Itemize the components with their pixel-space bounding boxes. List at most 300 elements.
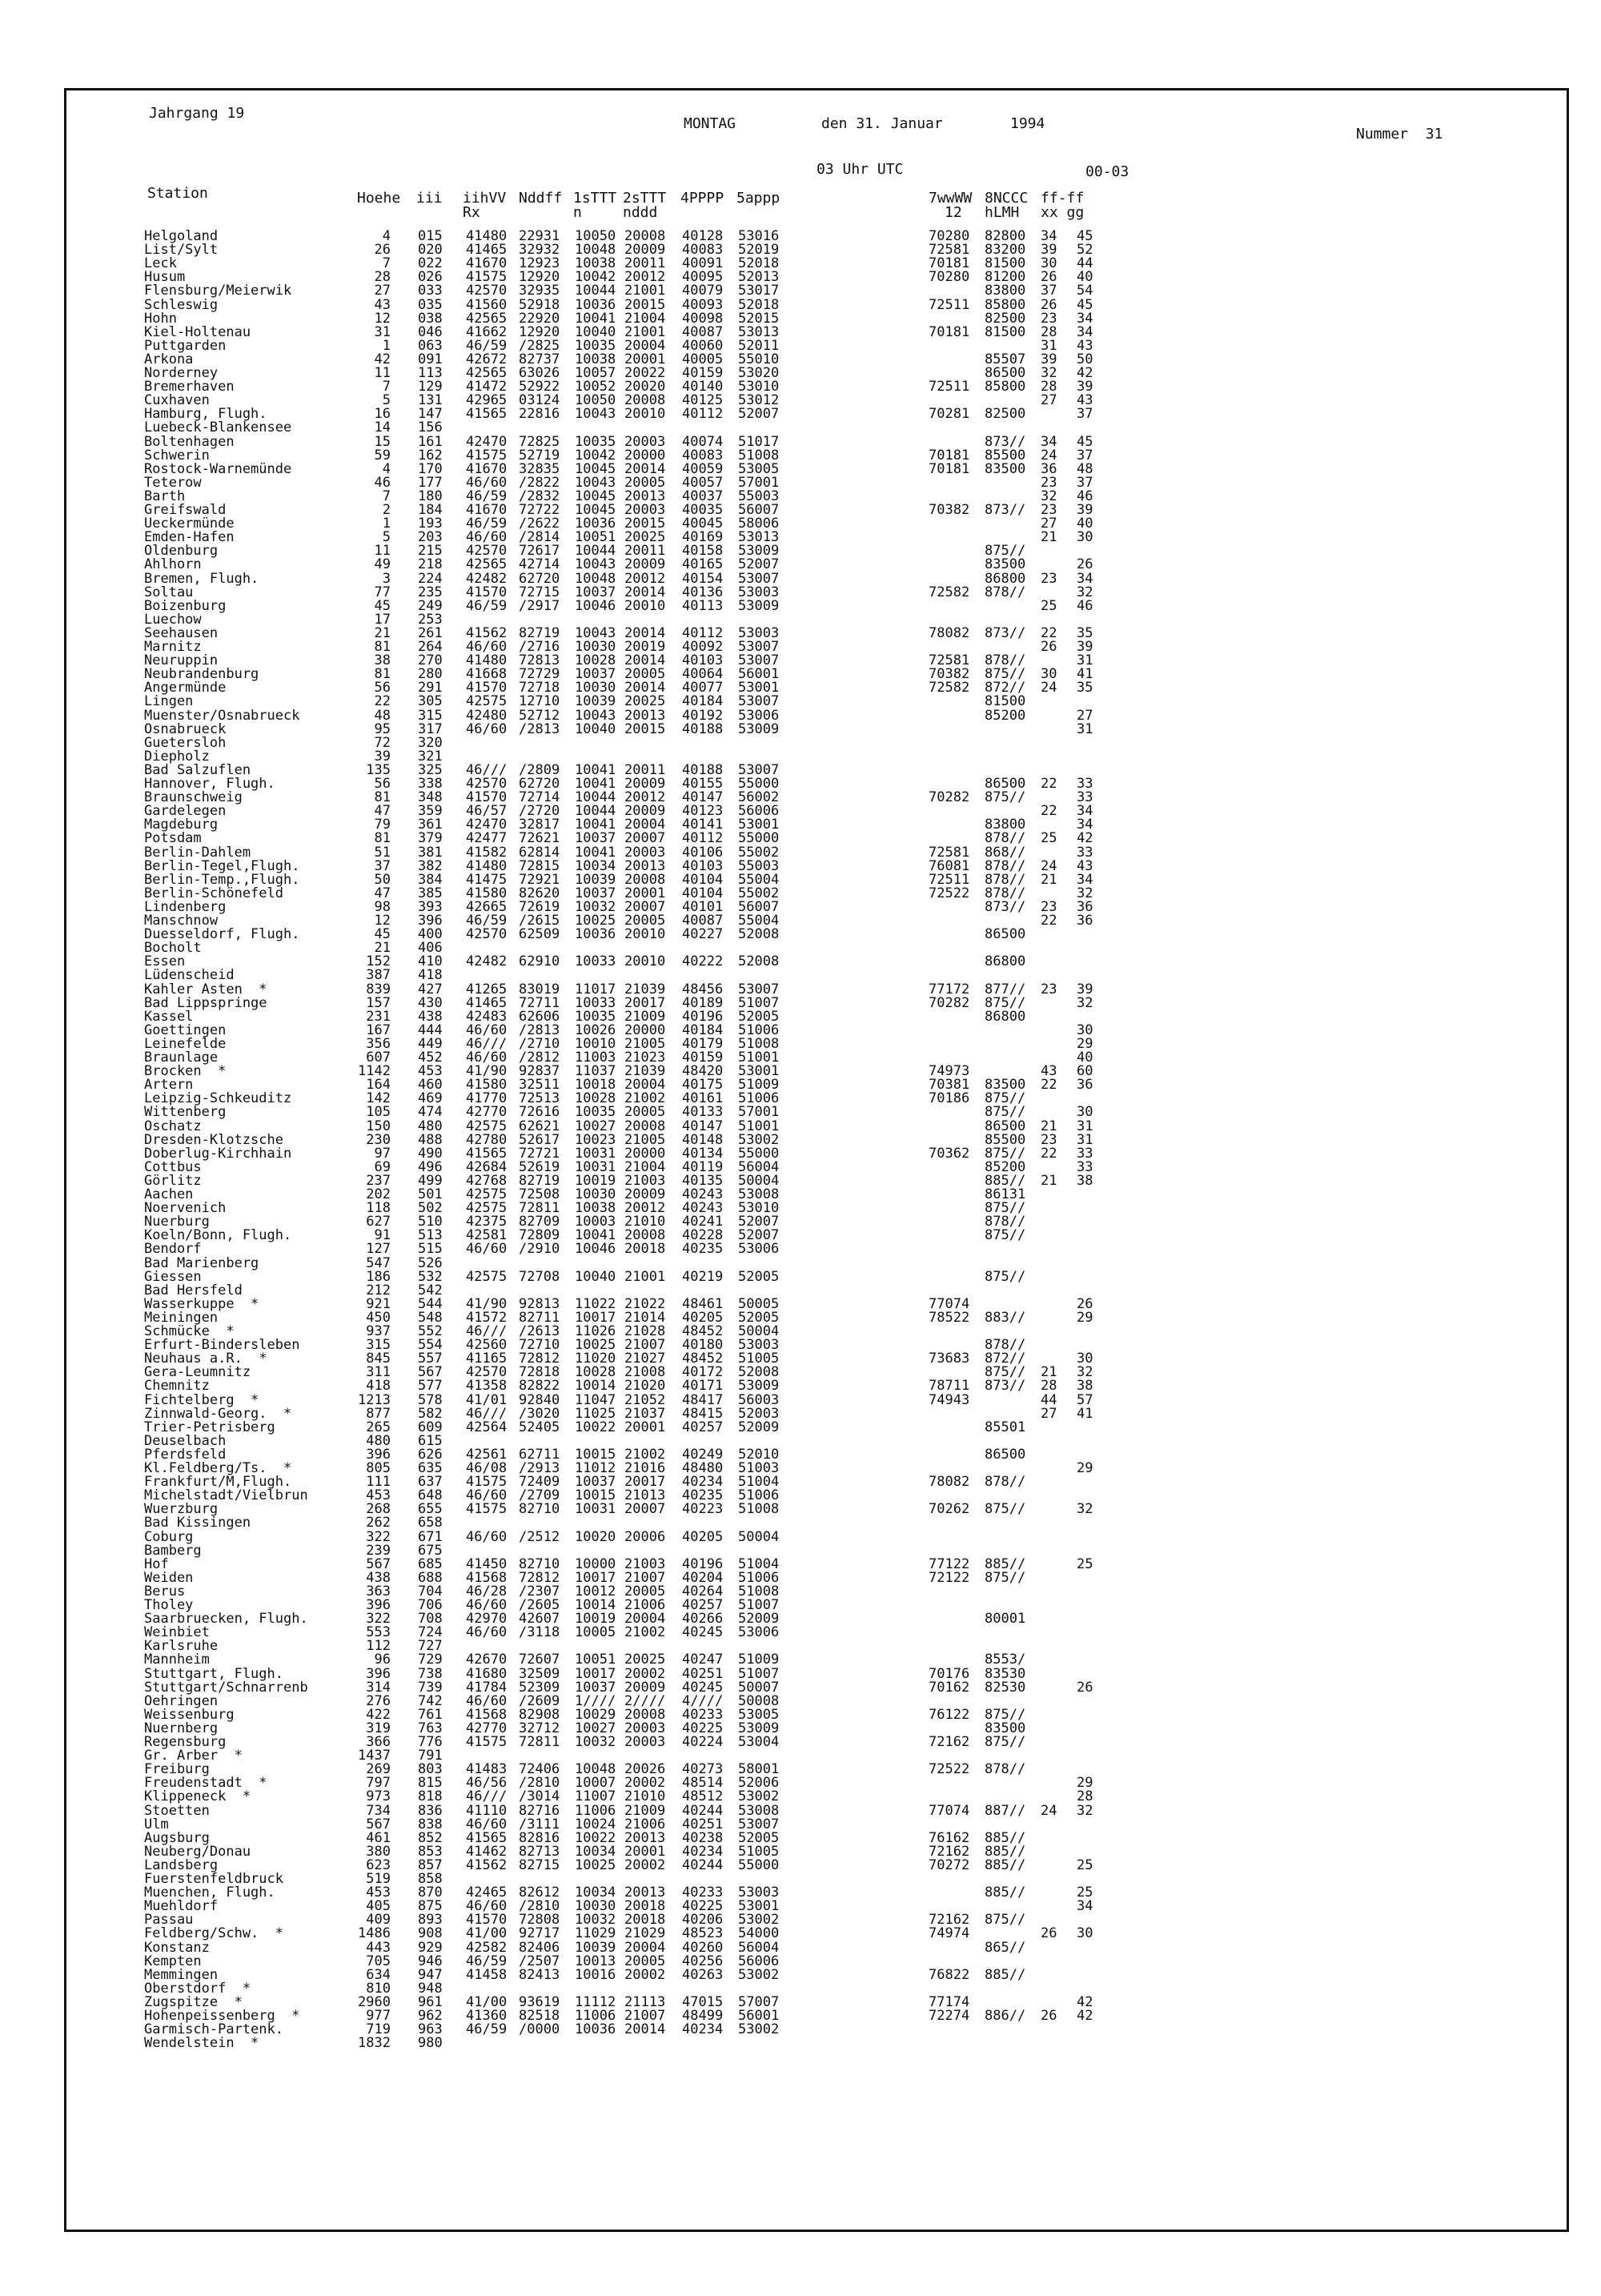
weather-7wwww: 70262 [929,1501,970,1518]
temp-1sttt: 10034 [575,1843,616,1860]
temp-1sttt: 11020 [575,1351,616,1367]
station-name: Ulm [144,1816,169,1832]
station-name: Frankfurt/M,Flugh. [144,1474,292,1491]
station-name: Kl.Feldberg/Ts. * [144,1460,292,1476]
station-name: Wendelstein * [144,2035,259,2052]
period-label: 00-03 [1085,163,1130,180]
station-id: 469 [418,1090,443,1107]
temp-1sttt: 10026 [575,1022,616,1038]
year-label: 1994 [1010,115,1045,132]
pressure-4pppp: 40147 [682,789,724,806]
elevation: 5 [382,529,391,546]
station-name: Berlin-Temp.,Flugh. [144,871,300,888]
elevation: 31 [374,323,391,340]
gust-gg: 43 [1077,392,1093,409]
nddff: 72718 [519,680,560,696]
temp-1sttt: 10013 [575,1953,616,1969]
elevation: 1142 [358,1063,391,1080]
temp-1sttt: 10018 [575,1077,616,1094]
gust-gg: 33 [1077,844,1093,861]
iihvv: 42482 [466,570,508,587]
pressure-4pppp: 40247 [682,1652,724,1668]
nddff: 82612 [519,1885,560,1901]
clouds-8nccc: 873// [985,1378,1026,1395]
station-id: 218 [418,556,443,573]
tendency-5appp: 56006 [738,803,780,820]
station-id: 853 [418,1843,443,1860]
elevation: 21 [374,624,391,641]
nddff: 12920 [519,323,560,340]
temp-1sttt: 10040 [575,1268,616,1285]
pressure-4pppp: 48420 [682,1063,724,1080]
temp-1sttt: 10041 [575,844,616,861]
elevation: 315 [366,1337,391,1354]
station-id: 129 [418,379,443,395]
elevation: 627 [366,1214,391,1230]
temp-2sttt: 20001 [624,351,666,367]
weather-7wwww: 72162 [929,1912,970,1929]
elevation: 418 [366,1378,391,1395]
iihvv: 41360 [466,2008,508,2024]
iihvv: 41670 [466,460,508,477]
temp-1sttt: 11037 [575,1063,616,1080]
iihvv: 41560 [466,296,508,313]
col-1sttt: 1sTTT [573,190,617,207]
gust-gg: 25 [1077,1856,1093,1873]
temp-1sttt: 10017 [575,1665,616,1682]
gust-ff: 27 [1041,392,1057,409]
station-name: Freiburg [144,1761,210,1778]
clouds-8nccc: 886// [985,2008,1026,2024]
pressure-4pppp: 40112 [682,624,724,641]
pressure-4pppp: 47015 [682,1993,724,2010]
elevation: 262 [366,1515,391,1531]
station-name: Essen [144,953,186,970]
tendency-5appp: 53007 [738,652,780,669]
gust-gg: 31 [1077,1118,1093,1134]
iihvv: 42665 [466,898,508,915]
station-id: 671 [418,1528,443,1545]
station-id: 557 [418,1351,443,1367]
clouds-8nccc: 872// [985,680,1026,696]
station-id: 147 [418,406,443,423]
pressure-4pppp: 40158 [682,543,724,560]
temp-2sttt: 21003 [624,1172,666,1189]
clouds-8nccc: 875// [985,666,1026,683]
elevation: 15 [374,433,391,450]
gust-ff: 23 [1041,310,1057,327]
nddff: 72406 [519,1761,560,1778]
station-id: 836 [418,1802,443,1819]
iihvv: 41562 [466,624,508,641]
station-name: Bad Lippspringe [144,994,267,1011]
pressure-4pppp: 40134 [682,1145,724,1162]
iihvv: 41570 [466,584,508,600]
station-id: 384 [418,871,443,888]
station-name: Weiden [144,1569,194,1586]
pressure-4pppp: 40037 [682,488,724,504]
gust-gg: 35 [1077,624,1093,641]
elevation: 567 [366,1555,391,1572]
gust-gg: 52 [1077,242,1093,259]
pressure-4pppp: 48512 [682,1788,724,1805]
temp-1sttt: 10041 [575,817,616,833]
temp-2sttt: 20005 [624,474,666,491]
elevation: 839 [366,981,391,997]
iihvv: 42575 [466,1118,508,1134]
clouds-8nccc: 86800 [985,953,1026,970]
elevation: 51 [374,844,391,861]
iihvv: 41575 [466,447,508,464]
pressure-4pppp: 40092 [682,639,724,655]
gust-gg: 33 [1077,776,1093,792]
iihvv: 41565 [466,406,508,423]
weather-7wwww: 72122 [929,1569,970,1586]
station-id: 215 [418,543,443,560]
gust-gg: 37 [1077,447,1093,464]
station-name: Schmücke * [144,1323,235,1339]
col-8nccc-sub: hLMH [985,204,1020,221]
iihvv: 41480 [466,228,508,244]
temp-1sttt: 10003 [575,1214,616,1230]
gust-gg: 39 [1077,639,1093,655]
temp-1sttt: 10045 [575,488,616,504]
elevation: 443 [366,1939,391,1956]
station-name: Gr. Arber * [144,1748,243,1764]
tendency-5appp: 53020 [738,365,780,381]
nddff: 12920 [519,269,560,286]
weather-7wwww: 72581 [929,652,970,669]
elevation: 111 [366,1474,391,1491]
gust-ff: 21 [1041,871,1057,888]
tendency-5appp: 53003 [738,1337,780,1354]
iihvv: 41/90 [466,1063,508,1080]
nddff: 72715 [519,584,560,600]
iihvv: 41/01 [466,1391,508,1408]
elevation: 37 [374,857,391,874]
temp-1sttt: 11012 [575,1460,616,1476]
elevation: 4 [382,460,391,477]
clouds-8nccc: 872// [985,1351,1026,1367]
nddff: 32511 [519,1077,560,1094]
temp-2sttt: 20013 [624,488,666,504]
temp-1sttt: 10036 [575,2021,616,2038]
station-name: Cuxhaven [144,392,210,409]
pressure-4pppp: 40060 [682,337,724,354]
gust-ff: 44 [1041,1391,1057,1408]
elevation: 202 [366,1186,391,1202]
col-iihvv-sub: Rx [463,204,480,221]
gust-ff: 23 [1041,570,1057,587]
temp-1sttt: 10043 [575,707,616,724]
weather-7wwww: 70181 [929,460,970,477]
station-name: Freudenstadt * [144,1775,267,1792]
weather-7wwww: 70181 [929,255,970,272]
temp-1sttt: 10035 [575,1104,616,1121]
clouds-8nccc: 85500 [985,1131,1026,1148]
weather-7wwww: 78522 [929,1309,970,1326]
gust-ff: 30 [1041,666,1057,683]
station-name: Muehldorf [144,1898,219,1915]
station-id: 803 [418,1761,443,1778]
station-id: 249 [418,597,443,614]
gust-gg: 29 [1077,1460,1093,1476]
iihvv: 46/59 [466,337,508,354]
tendency-5appp: 51006 [738,1569,780,1586]
gust-gg: 36 [1077,898,1093,915]
elevation: 69 [374,1158,391,1175]
pressure-4pppp: 40184 [682,1022,724,1038]
iihvv: 41465 [466,242,508,259]
station-id: 852 [418,1829,443,1846]
pressure-4pppp: 40205 [682,1528,724,1545]
pressure-4pppp: 40222 [682,953,724,970]
gust-ff: 26 [1041,296,1057,313]
clouds-8nccc: 878// [985,1474,1026,1491]
station-name: Marnitz [144,639,202,655]
iihvv: 42483 [466,1008,508,1025]
tendency-5appp: 52011 [738,337,780,354]
gust-ff: 22 [1041,624,1057,641]
elevation: 5 [382,392,391,409]
nddff: 82719 [519,1172,560,1189]
station-id: 091 [418,351,443,367]
nddff: /2605 [519,1597,560,1613]
clouds-8nccc: 81500 [985,255,1026,272]
station-name: Augsburg [144,1829,210,1846]
station-id: 317 [418,721,443,737]
elevation: 438 [366,1569,391,1586]
iihvv: 41265 [466,981,508,997]
elevation: 705 [366,1953,391,1969]
tendency-5appp: 51003 [738,1460,780,1476]
temp-1sttt: 10036 [575,296,616,313]
iihvv: 41568 [466,1569,508,1586]
station-name: Osnabrueck [144,721,227,737]
clouds-8nccc: 81500 [985,323,1026,340]
elevation: 1832 [358,2035,391,2052]
nddff: 52309 [519,1679,560,1696]
tendency-5appp: 51008 [738,1035,780,1052]
station-id: 776 [418,1734,443,1750]
clouds-8nccc: 875// [985,1227,1026,1244]
clouds-8nccc: 82530 [985,1679,1026,1696]
temp-2sttt: 20015 [624,721,666,737]
temp-2sttt: 20009 [624,242,666,259]
weather-7wwww: 77074 [929,1802,970,1819]
station-name: Saarbruecken, Flugh. [144,1611,308,1628]
station-name: Memmingen [144,1966,219,1983]
station-id: 156 [418,419,443,436]
station-id: 224 [418,570,443,587]
iihvv: 41465 [466,994,508,1011]
elevation: 56 [374,776,391,792]
elevation: 43 [374,296,391,313]
station-id: 170 [418,460,443,477]
temp-2sttt: 20005 [624,1104,666,1121]
gust-gg: 39 [1077,981,1093,997]
gust-gg: 42 [1077,2008,1093,2024]
tendency-5appp: 53003 [738,1885,780,1901]
temp-2sttt: 21007 [624,1569,666,1586]
gust-gg: 28 [1077,1788,1093,1805]
station-name: Barth [144,488,186,504]
tendency-5appp: 56006 [738,1953,780,1969]
elevation: 186 [366,1268,391,1285]
station-name: Luebeck-Blankensee [144,419,292,436]
elevation: 22 [374,693,391,710]
clouds-8nccc: 86800 [985,1008,1026,1025]
iihvv: 41575 [466,269,508,286]
temp-1sttt: 10043 [575,474,616,491]
station-name: Coburg [144,1528,194,1545]
weather-7wwww: 70181 [929,447,970,464]
elevation: 547 [366,1254,391,1271]
elevation: 21 [374,940,391,957]
tendency-5appp: 51006 [738,1022,780,1038]
iihvv: 42565 [466,310,508,327]
temp-2sttt: 21013 [624,1487,666,1504]
weather-7wwww: 78711 [929,1378,970,1395]
tendency-5appp: 53009 [738,543,780,560]
temp-2sttt: 21010 [624,1214,666,1230]
elevation: 921 [366,1295,391,1312]
pressure-4pppp: 48523 [682,1925,724,1942]
station-name: Greifswald [144,502,227,518]
clouds-8nccc: 873// [985,898,1026,915]
station-id: 688 [418,1569,443,1586]
iihvv: 41165 [466,1351,508,1367]
pressure-4pppp: 48456 [682,981,724,997]
station-id: 567 [418,1364,443,1381]
elevation: 396 [366,1597,391,1613]
gust-gg: 29 [1077,1775,1093,1792]
gust-gg: 42 [1077,365,1093,381]
temp-2sttt: 21020 [624,1378,666,1395]
temp-2sttt: 21008 [624,1364,666,1381]
elevation: 97 [374,1145,391,1162]
gust-gg: 34 [1077,310,1093,327]
station-name: Klippeneck * [144,1788,251,1805]
temp-2sttt: 21027 [624,1351,666,1367]
station-id: 708 [418,1611,443,1628]
nddff: /2709 [519,1487,560,1504]
tendency-5appp: 53006 [738,707,780,724]
temp-2sttt: 20003 [624,502,666,518]
col-7wwww: 7wwWW [929,190,973,207]
gust-gg: 46 [1077,488,1093,504]
temp-2sttt: 21007 [624,1337,666,1354]
tendency-5appp: 56007 [738,502,780,518]
nddff: 22931 [519,228,560,244]
temp-2sttt: 20020 [624,379,666,395]
station-name: Husum [144,269,186,286]
tendency-5appp: 53002 [738,1912,780,1929]
nddff: /2910 [519,1241,560,1258]
clouds-8nccc: 875// [985,1912,1026,1929]
temp-2sttt: 20001 [624,1419,666,1435]
nddff: 72812 [519,1351,560,1367]
pressure-4pppp: 40205 [682,1309,724,1326]
nddff: 32932 [519,242,560,259]
nddff: 52918 [519,296,560,313]
tendency-5appp: 51001 [738,1050,780,1066]
clouds-8nccc: 868// [985,844,1026,861]
clouds-8nccc: 86131 [985,1186,1026,1202]
gust-ff: 32 [1041,488,1057,504]
pressure-4pppp: 40098 [682,310,724,327]
temp-2sttt: 20008 [624,392,666,409]
tendency-5appp: 53001 [738,1898,780,1915]
tendency-5appp: 53009 [738,721,780,737]
elevation: 268 [366,1501,391,1518]
station-id: 626 [418,1446,443,1463]
pressure-4pppp: 40263 [682,1966,724,1983]
station-name: Emden-Hafen [144,529,235,546]
elevation: 322 [366,1611,391,1628]
pressure-4pppp: 40188 [682,721,724,737]
clouds-8nccc: 83500 [985,460,1026,477]
clouds-8nccc: 877// [985,981,1026,997]
tendency-5appp: 53007 [738,1816,780,1832]
station-id: 046 [418,323,443,340]
station-name: Koeln/Bonn, Flugh. [144,1227,292,1244]
nddff: 82518 [519,2008,560,2024]
nddff: 03124 [519,392,560,409]
nddff: /2613 [519,1323,560,1339]
temp-1sttt: 10037 [575,1474,616,1491]
clouds-8nccc: 878// [985,885,1026,901]
tendency-5appp: 55000 [738,1856,780,1873]
gust-gg: 45 [1077,228,1093,244]
weather-7wwww: 70272 [929,1856,970,1873]
nddff: 72513 [519,1090,560,1107]
clouds-8nccc: 887// [985,1802,1026,1819]
tendency-5appp: 53002 [738,1131,780,1148]
clouds-8nccc: 82800 [985,228,1026,244]
pressure-4pppp: 40233 [682,1706,724,1723]
elevation: 269 [366,1761,391,1778]
temp-2sttt: 21003 [624,1555,666,1572]
nddff: 72813 [519,652,560,669]
iihvv: 46/// [466,1405,508,1422]
nddff: 82713 [519,1843,560,1860]
station-name: Regensburg [144,1734,227,1750]
station-name: Bad Salzuflen [144,761,251,778]
temp-2sttt: 21016 [624,1460,666,1476]
temp-2sttt: 20018 [624,1912,666,1929]
col-7wwww-sub: 12 [945,204,962,221]
station-name: Bad Hersfeld [144,1282,243,1299]
gust-ff: 26 [1041,269,1057,286]
gust-ff: 23 [1041,898,1057,915]
iihvv: 41582 [466,844,508,861]
iihvv: 42770 [466,1104,508,1121]
station-name: Bendorf [144,1241,202,1258]
nddff: /2609 [519,1692,560,1709]
station-name: Seehausen [144,624,219,641]
station-id: 427 [418,981,443,997]
nddff: 52405 [519,1419,560,1435]
station-name: Bremerhaven [144,379,235,395]
tendency-5appp: 52018 [738,296,780,313]
tendency-5appp: 51001 [738,1118,780,1134]
clouds-8nccc: 86500 [985,1446,1026,1463]
temp-1sttt: 11025 [575,1405,616,1422]
iihvv: 46/60 [466,474,508,491]
elevation: 1213 [358,1391,391,1408]
elevation: 519 [366,1871,391,1887]
